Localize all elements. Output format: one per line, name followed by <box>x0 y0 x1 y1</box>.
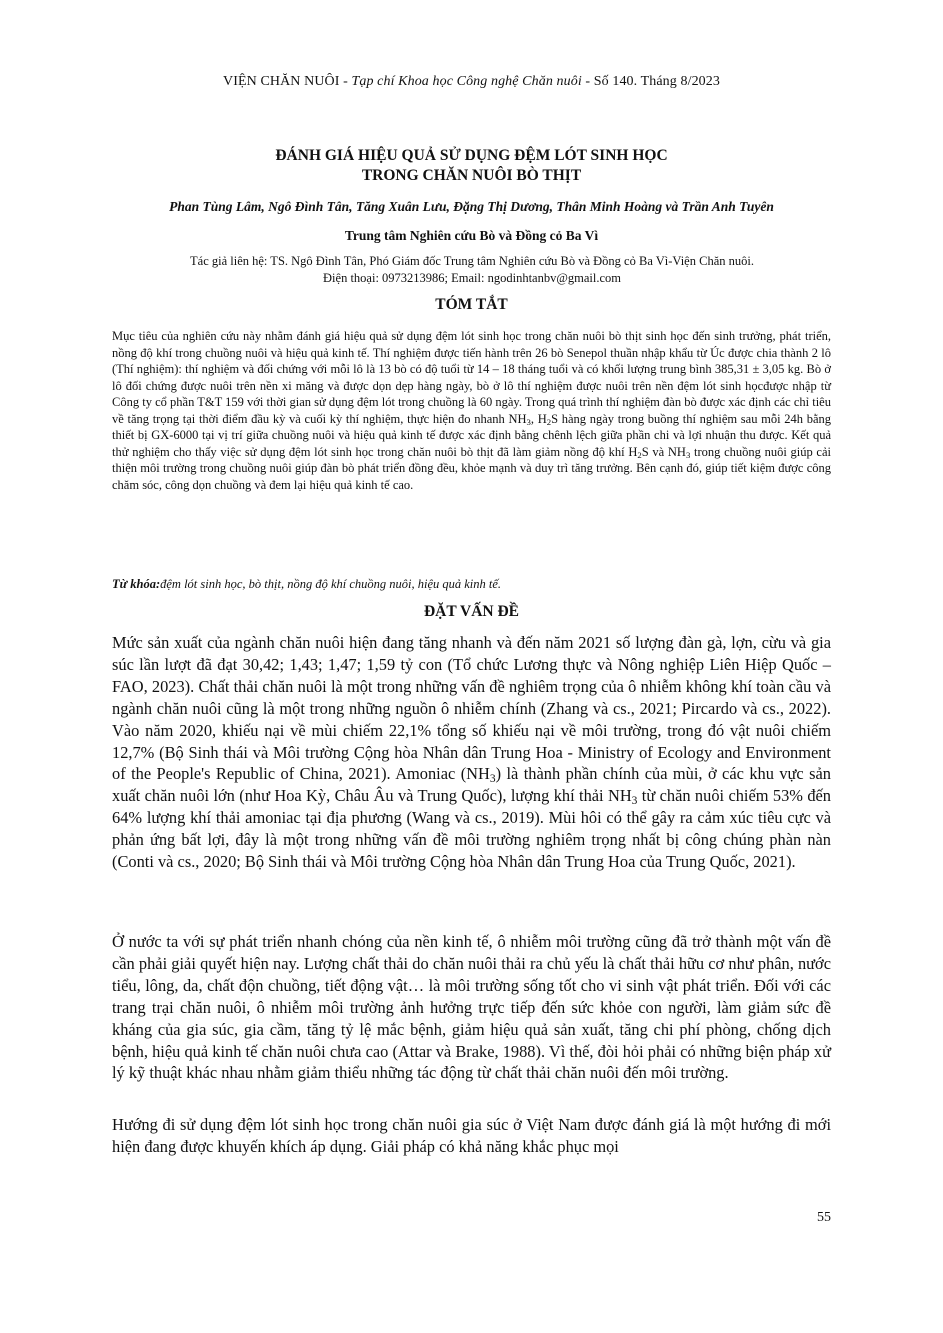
abstract-text <box>112 328 831 493</box>
keywords <box>112 576 831 592</box>
running-header <box>0 74 943 90</box>
contact-line-2: Điện thoại: 0973213986; Email: ngodinhtanbv@gmail.com <box>323 271 621 285</box>
article-title <box>100 146 843 186</box>
keywords-text: đệm lót sinh học, bò thịt, nồng độ khí chuồng nuôi, hiệu quả kinh tế. <box>160 577 502 591</box>
subscript: 2 <box>637 449 642 460</box>
contact-info <box>108 253 836 287</box>
abstract-text-part: trong chuồng nuôi giúp cải thiện môi trường trong chuồng nuôi giúp đàn bò phát triển đồng đều, khỏe mạnh và duy trì tăng trưởng. Bên cạnh đó, giúp tiết kiệm được công chăm sóc, công dọn chuồng và đem lại hiệu quả kinh tế cao. <box>112 444 831 492</box>
paragraph-text-part: Mức sản xuất của ngành chăn nuôi hiện đang tăng nhanh và đến năm 2021 số lượng đàn gà, lợn, cừu và gia súc lần lượt đã đạt 30,42; 1,43; 1,47; 1,59 tỷ con (Tổ chức Lương thực và Nông nghiệp Liên Hiệp Quốc – FAO, 2023). Chất thải chăn nuôi là một trong những vấn đề nghiêm trọng của ô nhiễm không khí toàn cầu và ngành chăn nuôi cũng là một trong những nguồn ô nhiễm chính (Zhang và cs., 2021; Pircardo và cs., 2022). Vào năm 2020, khiếu nại về mùi chiếm 22,1% tổng số khiếu nại về môi trường, trong đó vật nuôi chiếm 12,7% (Bộ Sinh thái và Môi trường Cộng hòa Nhân dân Trung Hoa - Ministry of Ecology and Environment of the People's Republic of China, 2021). Amoniac (NH <box>112 633 831 784</box>
keywords-label: Từ khóa: <box>112 577 161 591</box>
authors: Phan Tùng Lâm, Ngô Đình Tân, Tăng Xuân Lưu, Đặng Thị Dương, Thân Minh Hoàng và Trần Anh Tuyên <box>169 199 774 214</box>
subscript: 3 <box>489 773 496 786</box>
paragraph-text-part: ) là thành phần chính của mùi, ở các khu vực sản xuất chăn nuôi lớn (như Hoa Kỳ, Châu Âu và Trung Quốc), lượng khí thải NH <box>112 764 831 806</box>
page-number: 55 <box>817 1210 831 1225</box>
header-institute: VIỆN CHĂN NUÔI - <box>223 74 352 89</box>
affiliation: Trung tâm Nghiên cứu Bò và Đồng cỏ Ba Vì <box>344 228 599 243</box>
subscript: 2 <box>546 416 552 427</box>
intro-paragraph-2: Ở nước ta với sự phát triển nhanh chóng của nền kinh tế, ô nhiễm môi trường cũng đã trở thành một vấn đề cần phải giải quyết hiện nay. Lượng chất thải do chăn nuôi thải ra chủ yếu là chất thải hữu cơ như phân, nước tiểu, lông, da, chất độn chuồng, tiết động vật… là môi trường sống tốt cho vi sinh vật phát triển. Đối với các trang trại chăn nuôi, ô nhiễm môi trường ảnh hưởng trực tiếp đến sức khỏe con người, làm giảm sức đề kháng của gia súc, gia cầm, tăng tỷ lệ mắc bệnh, giảm hiệu quả sản xuất, tăng chi phí phòng, chống dịch bệnh, hiệu quả kinh tế chăn nuôi chưa cao (Attar và Brake, 1988). Vì thế, đòi hỏi phải có những biện pháp xử lý kỹ thuật khác nhau nhằm giảm thiểu những tác động từ chất thải chăn nuôi đến môi trường. <box>112 932 831 1083</box>
contact-line-1: Tác giả liên hệ: TS. Ngô Đình Tân, Phó Giám đốc Trung tâm Nghiên cứu Bò và Đồng cỏ Ba Vì-Viện Chăn nuôi. <box>190 254 754 268</box>
abstract-text-part: S và NH <box>641 444 686 459</box>
header-issue: - Số 140. Tháng 8/2023 <box>581 74 720 89</box>
subscript: 3 <box>631 795 638 808</box>
abstract-text-part: , H <box>530 411 547 426</box>
title-line-1: ĐÁNH GIÁ HIỆU QUẢ SỬ DỤNG ĐỆM LÓT SINH HỌC <box>275 147 668 164</box>
paragraph-text-part: từ chăn nuôi chiếm 53% đến 64% lượng khí thải amoniac tại địa phương (Wang và cs., 2019). Mùi hôi có thể gây ra cảm xúc tiêu cực và phản ứng bất lợi, đây là một trong những vấn đề môi trường nghiêm trọng nhất bị công chúng phàn nàn (Conti và cs., 2020; Bộ Sinh thái và Môi trường Cộng hòa Nhân dân Trung Hoa của Trung Quốc, 2021). <box>112 786 831 872</box>
intro-paragraph-3: Hướng đi sử dụng đệm lót sinh học trong chăn nuôi gia súc ở Việt Nam được đánh giá là một hướng đi mới hiện đang được khuyến khích áp dụng. Giải pháp có khả năng khắc phục mọi <box>112 1115 831 1156</box>
subscript: 3 <box>685 449 691 460</box>
abstract-text-part: S hàng ngày trong buồng thí nghiệm sau mỗi 24h bằng thiết bị GX-6000 tại vị trí giữa chuồng nuôi và hiệu quả kinh tế được xác định bằng chênh lệch giữa phần chi và lợi nhuận thu được. Kết quả thử nghiệm cho thấy việc sử dụng đệm lót sinh học trong chăn nuôi bò thịt đã làm giảm nồng độ khí H <box>112 411 831 459</box>
title-line-2: TRONG CHĂN NUÔI BÒ THỊT <box>361 167 582 184</box>
intro-paragraph-1 <box>112 632 831 873</box>
abstract-text-part: Mục tiêu của nghiên cứu này nhằm đánh giá hiệu quả sử dụng đệm lót sinh học trong chăn nuôi bò thịt sinh học đến sinh trưởng, phát triển, nồng độ khí trong chuồng nuôi và hiệu quả kinh tế. Thí nghiệm được tiến hành trên 26 bò Senepol thuần nhập khẩu từ Úc được chia thành 2 lô (Thí nghiệm): thí nghiệm và đối chứng với mỗi lô là 13 bò có độ tuổi từ 14 – 18 tháng tuổi và có khối lượng trung bình 385,31 ± 3,05 kg. Bò ở lô đối chứng được nuôi trên nền xi măng và được dọn dẹp hàng ngày, bò ở lô thí nghiệm được nuôi trên nền đệm lót sinh họcđược nhập từ Công ty cổ phần T&T 159 với thời gian sử dụng đệm lót trong chuồng là 60 ngày. Trong quá trình thí nghiệm đàn bò được xác định các chỉ tiêu về tăng trọng tại thời điểm đầu kỳ và cuối kỳ thí nghiệm, thực hiện đo nhanh NH <box>112 329 831 426</box>
subscript: 3 <box>526 416 531 427</box>
introduction-heading: ĐẶT VẤN ĐỀ <box>423 603 520 620</box>
abstract-heading: TÓM TẮT <box>435 296 508 313</box>
header-journal: Tạp chí Khoa học Công nghệ Chăn nuôi <box>351 74 582 89</box>
